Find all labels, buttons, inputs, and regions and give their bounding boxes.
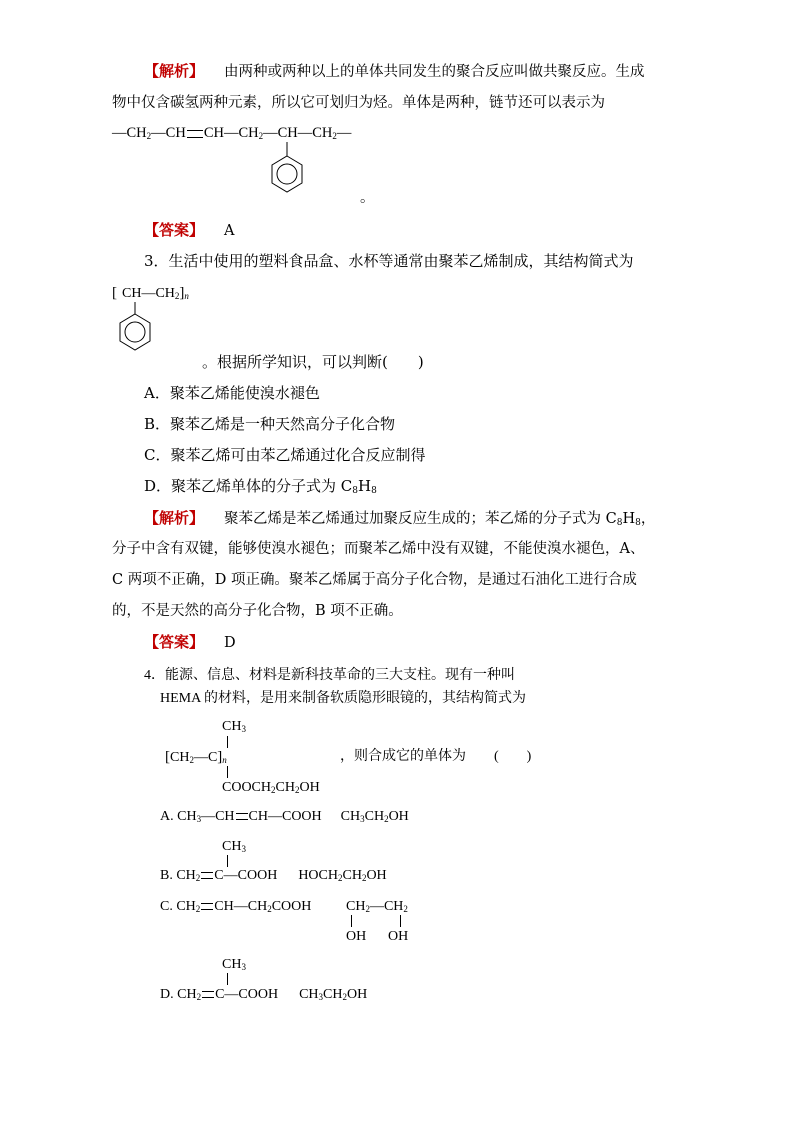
hema-vertical-bond-bottom bbox=[227, 766, 228, 778]
option-sub: 2 bbox=[195, 873, 201, 883]
analysis-1-line-2: 物中仅含碳氢两种元素，所以它可划归为烃。单体是两种，链节还可以表示为 bbox=[112, 95, 605, 111]
hema-main-chain bbox=[165, 748, 227, 767]
option-label: C. bbox=[160, 899, 173, 914]
question-4-line-1: 4．能源、信息、材料是新科技革命的三大支柱。现有一种叫 bbox=[144, 668, 515, 683]
chain-part: —CH bbox=[112, 125, 147, 141]
double-bond bbox=[236, 813, 248, 820]
option-part: CH bbox=[222, 839, 242, 854]
option-3a: A．聚苯乙烯能使溴水褪色 bbox=[144, 384, 320, 402]
formula-part: CH—CH bbox=[122, 286, 175, 301]
answer-3 bbox=[144, 632, 236, 653]
option-part: CH bbox=[299, 987, 319, 1002]
formula-n: n bbox=[222, 755, 227, 765]
analysis-text: ， bbox=[640, 511, 656, 527]
option-sub: 3 bbox=[241, 962, 246, 972]
option-part: CH—COOH bbox=[248, 809, 322, 824]
benzene-ring-icon bbox=[270, 140, 310, 204]
analysis-1-line-1 bbox=[144, 61, 645, 82]
option-3b: B．聚苯乙烯是一种天然高分子化合物 bbox=[144, 415, 396, 433]
analysis-3-line-3: C 两项不正确，D 项正确。聚苯乙烯属于高分子化合物，是通过石油化工进行合成 bbox=[112, 572, 637, 588]
option-4c-diol bbox=[346, 898, 408, 916]
option-label: D. bbox=[160, 987, 174, 1002]
option-part: COOH bbox=[271, 899, 312, 914]
option-part: OH bbox=[366, 868, 387, 883]
option-part: CH bbox=[364, 809, 385, 824]
formula-part: OH bbox=[299, 780, 320, 795]
option-part: CH bbox=[340, 809, 361, 824]
option-sub: 3 bbox=[196, 814, 202, 824]
option-sub: 2 bbox=[361, 873, 367, 883]
option-part: OH bbox=[347, 987, 368, 1002]
bracket-left: [ bbox=[165, 749, 170, 765]
answer-tag: 【答案】 bbox=[144, 221, 205, 239]
option-part: CH bbox=[342, 868, 362, 883]
option-part: CH bbox=[222, 957, 242, 972]
option-4a bbox=[160, 808, 409, 826]
option-part: CH—CH bbox=[214, 899, 268, 914]
option-sub: 2 bbox=[196, 992, 202, 1002]
formula-sub: 2 bbox=[174, 291, 180, 301]
option-part: CH bbox=[176, 868, 196, 883]
formula-part: —C bbox=[193, 750, 218, 765]
option-part: —CH bbox=[201, 809, 235, 824]
chain-part: —CH—CH bbox=[263, 125, 333, 141]
bracket-left: [ bbox=[112, 285, 117, 301]
question-4-line-2: HEMA 的材料，是用来制备软质隐形眼镜的，其结构简式为 bbox=[160, 691, 526, 706]
option-4d-methyl bbox=[222, 956, 246, 974]
analysis-3-line-1 bbox=[144, 508, 655, 529]
double-bond bbox=[202, 991, 214, 998]
chain-sub: 2 bbox=[146, 131, 152, 141]
double-bond bbox=[201, 903, 213, 910]
analysis-sub: 8 bbox=[616, 518, 623, 528]
bracket-right: ] bbox=[217, 749, 223, 765]
option-sub: 2 bbox=[267, 904, 272, 914]
analysis-tag: 【解析】 bbox=[144, 509, 205, 527]
formula-part: CH bbox=[222, 719, 242, 734]
option-4c bbox=[160, 898, 311, 916]
double-bond bbox=[201, 872, 213, 879]
answer-1 bbox=[144, 220, 235, 241]
option-sub: 2 bbox=[384, 814, 389, 824]
copolymer-chain-formula bbox=[112, 124, 351, 142]
option-part: CH bbox=[176, 899, 196, 914]
analysis-text: 由两种或两种以上的单体共同发生的聚合反应叫做共聚反应。生成 bbox=[224, 64, 645, 80]
analysis-3-line-4: 的，不是天然的高分子化合物，B 项不正确。 bbox=[112, 603, 403, 619]
option-sub: 2 bbox=[337, 873, 343, 883]
double-bond bbox=[187, 130, 203, 138]
option-part: CH bbox=[177, 809, 197, 824]
chain-sub: 2 bbox=[332, 131, 337, 141]
option-4b-methyl bbox=[222, 838, 246, 856]
option-3d bbox=[144, 476, 377, 496]
chain-part: CH—CH bbox=[203, 125, 259, 141]
option-sub: 2 bbox=[365, 904, 370, 914]
option-label: A. bbox=[160, 809, 174, 824]
option-sub: 3 bbox=[241, 844, 246, 854]
option-part: CH bbox=[346, 899, 366, 914]
hema-ester-group bbox=[222, 779, 320, 797]
option-4c-oh-1: OH bbox=[346, 929, 367, 944]
option-sub: 2 bbox=[195, 904, 201, 914]
bracket-right: ] bbox=[179, 285, 185, 301]
option-part: OH bbox=[388, 809, 409, 824]
option-part: CH bbox=[177, 987, 197, 1002]
analysis-sub: 8 bbox=[635, 518, 641, 528]
analysis-tag: 【解析】 bbox=[144, 62, 205, 80]
hema-methyl bbox=[222, 718, 246, 736]
formula-part: CH bbox=[275, 780, 295, 795]
formula-sub: 2 bbox=[189, 755, 194, 765]
option-sub: 2 bbox=[403, 904, 408, 914]
option-part: HOCH bbox=[298, 868, 338, 883]
option-text: D．聚苯乙烯单体的分子式为 C bbox=[144, 477, 353, 495]
option-part: C—COOH bbox=[215, 987, 279, 1002]
option-label: B. bbox=[160, 868, 173, 883]
formula-part: CH bbox=[170, 750, 190, 765]
question-3-stem: 3．生活中使用的塑料食品盒、水杯等通常由聚苯乙烯制成，其结构简式为 bbox=[144, 252, 634, 270]
formula-part: COOCH bbox=[222, 780, 272, 795]
option-sub: 8 bbox=[371, 486, 377, 496]
answer-tag: 【答案】 bbox=[144, 633, 205, 651]
option-4c-bond-2 bbox=[400, 915, 401, 927]
formula-sub: 2 bbox=[271, 785, 276, 795]
chain-part: —CH bbox=[151, 125, 186, 141]
option-4c-oh-2: OH bbox=[388, 929, 409, 944]
formula-n: n bbox=[184, 291, 189, 301]
answer-value: A bbox=[224, 223, 235, 239]
option-part: CH bbox=[323, 987, 343, 1002]
option-sub: 2 bbox=[342, 992, 347, 1002]
option-4b bbox=[160, 867, 387, 885]
option-4d bbox=[160, 986, 367, 1004]
benzene-ring-icon bbox=[116, 300, 156, 364]
analysis-text: 聚苯乙烯是苯乙烯通过加聚反应生成的；苯乙烯的分子式为 C bbox=[224, 511, 617, 527]
question-4-tail: ，则合成它的单体为 ( ) bbox=[340, 749, 532, 764]
option-part: C—COOH bbox=[214, 868, 278, 883]
formula-sub: 3 bbox=[241, 724, 246, 734]
analysis-text: H bbox=[622, 511, 636, 527]
option-sub: 3 bbox=[360, 814, 365, 824]
analysis-1-end: 。 bbox=[360, 190, 375, 206]
chain-sub: 2 bbox=[258, 131, 264, 141]
option-3c: C．聚苯乙烯可由苯乙烯通过化合反应制得 bbox=[144, 446, 426, 464]
formula-sub: 2 bbox=[294, 785, 300, 795]
chain-part: — bbox=[336, 125, 352, 141]
option-sub: 8 bbox=[352, 486, 359, 496]
hema-vertical-bond-top bbox=[227, 736, 228, 748]
analysis-3-line-2: 分子中含有双键，能够使溴水褪色；而聚苯乙烯中没有双键，不能使溴水褪色，A、 bbox=[112, 541, 645, 557]
option-part: —CH bbox=[369, 899, 404, 914]
option-4d-vertical-bond bbox=[227, 973, 228, 985]
option-4b-vertical-bond bbox=[227, 855, 228, 867]
option-4c-bond-1 bbox=[351, 915, 352, 927]
option-text: H bbox=[358, 477, 372, 495]
question-3-tail: 。根据所学知识，可以判断( ) bbox=[202, 353, 424, 371]
option-sub: 3 bbox=[318, 992, 324, 1002]
answer-value: D bbox=[224, 635, 236, 651]
